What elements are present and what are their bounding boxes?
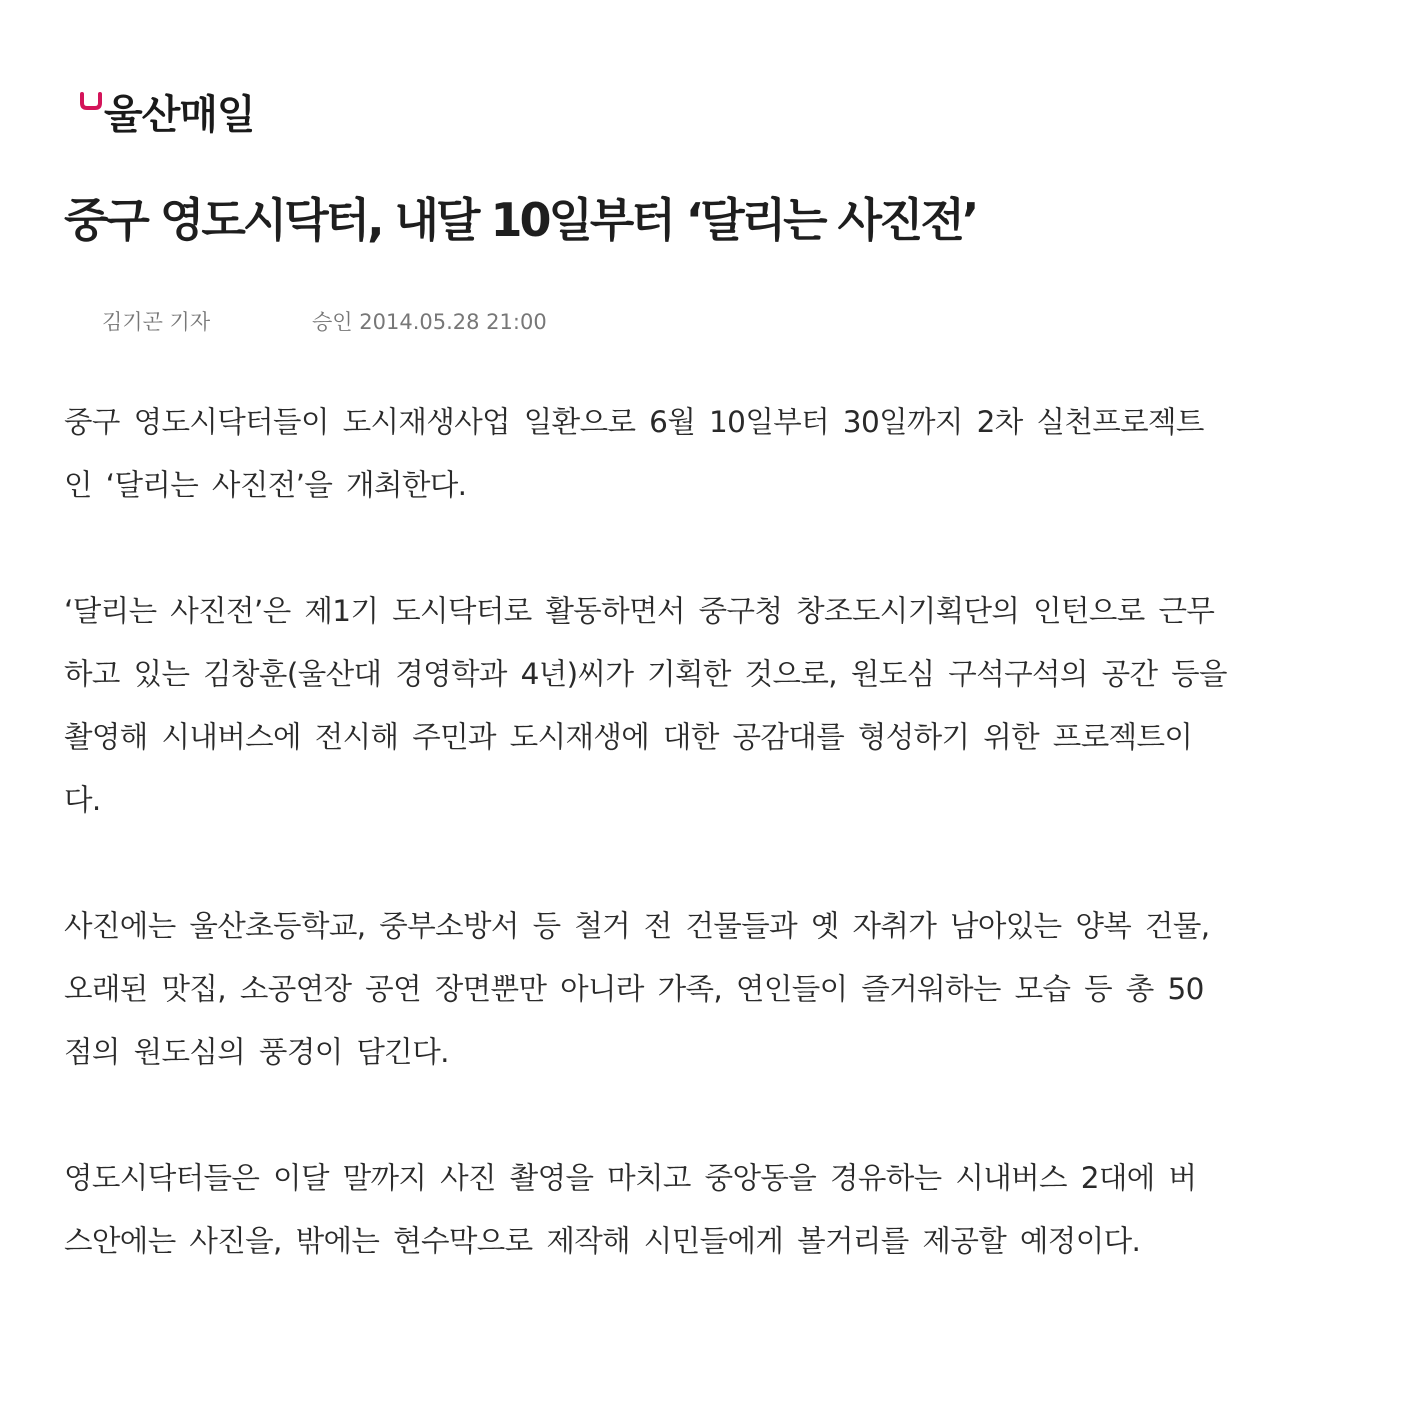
article-headline: 중구 영도시닥터, 내달 10일부터 ‘달리는 사진전’ bbox=[64, 193, 977, 247]
newspaper-logo[interactable] bbox=[80, 88, 255, 142]
article-paragraph bbox=[64, 580, 1364, 832]
logo-text: 울산매일 bbox=[104, 92, 255, 138]
paragraph-line: 인 ‘달리는 사진전’을 개최한다. bbox=[64, 468, 467, 502]
article-author: 김기곤 기자 bbox=[102, 310, 211, 334]
article-body bbox=[64, 391, 1364, 1336]
paragraph-line: 다. bbox=[64, 783, 101, 817]
paragraph-line: 점의 원도심의 풍경이 담긴다. bbox=[64, 1035, 449, 1069]
article-paragraph bbox=[64, 895, 1364, 1084]
paragraph-line: 영도시닥터들은 이달 말까지 사진 촬영을 마치고 중앙동을 경유하는 시내버스 2대에 버 bbox=[64, 1161, 1197, 1195]
paragraph-line: 하고 있는 김창훈(울산대 경영학과 4년)씨가 기획한 것으로, 원도심 구석구석의 공간 등을 bbox=[64, 657, 1227, 691]
paragraph-line: 촬영해 시내버스에 전시해 주민과 도시재생에 대한 공감대를 형성하기 위한 프로젝트이 bbox=[64, 720, 1193, 754]
logo-mark-icon bbox=[80, 92, 102, 112]
paragraph-line: 사진에는 울산초등학교, 중부소방서 등 철거 전 건물들과 옛 자취가 남아있는 양복 건물, bbox=[64, 909, 1210, 943]
article-approved-date: 승인 2014.05.28 21:00 bbox=[312, 310, 547, 334]
paragraph-line: ‘달리는 사진전’은 제1기 도시닥터로 활동하면서 중구청 창조도시기획단의 인턴으로 근무 bbox=[64, 594, 1215, 628]
article-paragraph bbox=[64, 391, 1364, 517]
paragraph-line: 중구 영도시닥터들이 도시재생사업 일환으로 6월 10일부터 30일까지 2차 실천프로젝트 bbox=[64, 405, 1204, 439]
article-paragraph bbox=[64, 1147, 1364, 1273]
paragraph-line: 오래된 맛집, 소공연장 공연 장면뿐만 아니라 가족, 연인들이 즐거워하는 모습 등 총 50 bbox=[64, 972, 1204, 1006]
paragraph-line: 스안에는 사진을, 밖에는 현수막으로 제작해 시민들에게 볼거리를 제공할 예정이다. bbox=[64, 1224, 1141, 1258]
